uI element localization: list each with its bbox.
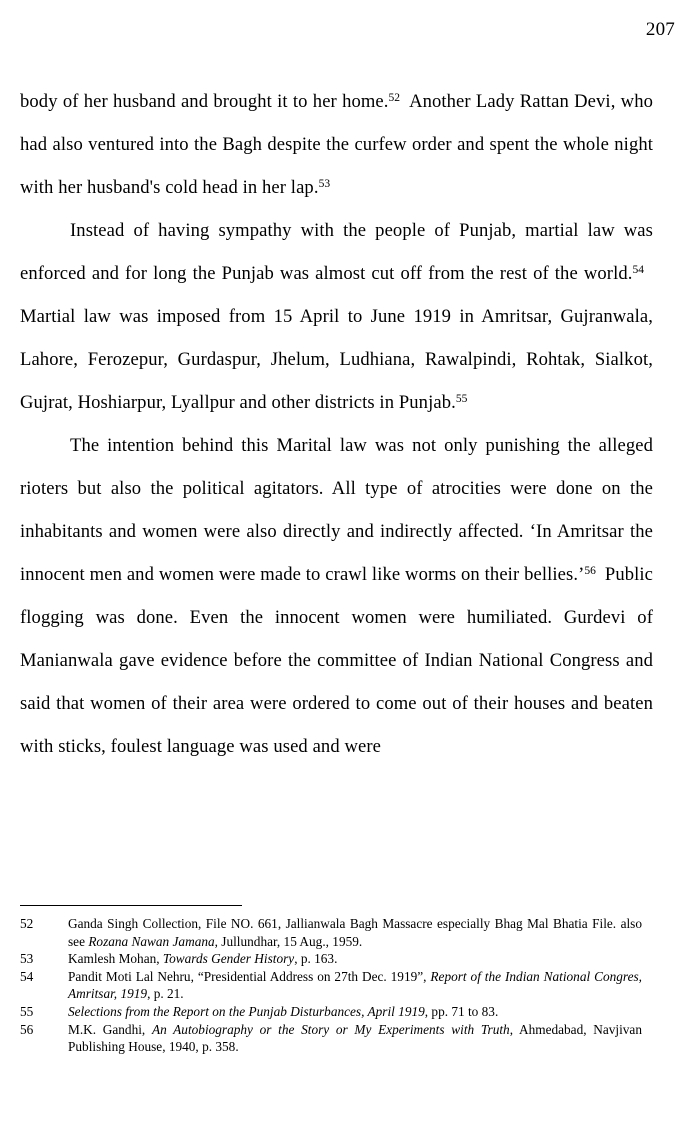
footnote-entry — [20, 1003, 660, 1021]
footnote-text: Selections from the Report on the Punjab Disturbances, April 1919, pp. 71 to 83. — [68, 1003, 499, 1019]
footnote-entry — [20, 1021, 660, 1056]
footnote-number: 56 — [20, 1021, 34, 1037]
footnote-separator-rule — [20, 905, 242, 906]
paragraph: The intention behind this Marital law was not only punishing the alleged rioters but also the political agitators. All type of atrocities were done on the inhabitants and women were also directly and indirectly affected. ‘In Amritsar the innocent men and women were made to crawl like worms on their bellies.’$^{56}$ Public flogging was done. Even the innocent women were humiliated. Gurdevi of Manianwala gave evidence before the committee of Indian National Congress and said that women of their area were ordered to come out of their houses and beaten with sticks, foulest language was used and were — [20, 435, 653, 757]
italic-title: Rozana Nawan Jamana — [88, 933, 215, 949]
paragraph: body of her husband and brought it to her home.$^{52}$ Another Lady Rattan Devi, who had also ventured into the Bagh despite the curfew order and spent the whole night with her husband's cold head in her lap.$^{53}$ — [20, 91, 654, 198]
italic-title: An Autobiography or the Story or My Experiments with Truth — [151, 1021, 510, 1037]
footnote-number: 54 — [20, 968, 34, 984]
footnote-number: 53 — [20, 951, 34, 967]
footnote-marker: 55 — [455, 393, 468, 406]
footnote-marker: 52 — [388, 92, 401, 105]
footnote-entry — [20, 915, 660, 950]
footnote-marker: 54 — [632, 264, 644, 277]
body-text-column — [20, 80, 653, 768]
footnote-text: M.K. Gandhi, An Autobiography or the Story or My Experiments with Truth, Ahmedabad, Navjivan Publishing House, 1940, p. 358. — [68, 1021, 642, 1055]
footnote-list — [20, 915, 660, 1056]
footnote-text: Kamlesh Mohan, Towards Gender History, p. 163. — [68, 951, 338, 967]
italic-title: Towards Gender History — [162, 951, 295, 967]
footnote-text: Pandit Moti Lal Nehru, “Presidential Address on 27th Dec. 1919”, Report of the Indian National Congres, Amritsar, 1919, p. 21. — [68, 968, 642, 1002]
footnote-area — [20, 905, 660, 1056]
paragraph: Instead of having sympathy with the people of Punjab, martial law was enforced and for long the Punjab was almost cut off from the rest of the world.$^{54}$Martial law was imposed from 15 April to June 1919 in Amritsar, Gujranwala, Lahore, Ferozepur, Gurdaspur, Jhelum, Ludhiana, Rawalpindi, Rohtak, Sialkot, Gujrat, Hoshiarpur, Lyallpur and other districts in Punjab.$^{55}$ — [20, 220, 653, 413]
italic-title: Report of the Indian National Congres, Amritsar, 1919 — [68, 968, 642, 1002]
footnote-entry — [20, 950, 660, 968]
footnote-marker: 56 — [584, 565, 596, 578]
footnote-number: 52 — [20, 916, 34, 931]
italic-title: Selections from the Report on the Punjab Disturbances, April 1919 — [68, 1003, 425, 1019]
footnote-number: 55 — [20, 1003, 34, 1019]
footnote-marker: 53 — [318, 178, 331, 191]
footnote-text: Ganda Singh Collection, File NO. 661, Jallianwala Bagh Massacre especially Bhag Mal Bhatia File. also see Rozana Nawan Jamana, Jullundhar, 15 Aug., 1959. — [68, 916, 642, 949]
page-number: 207 — [645, 19, 675, 40]
footnote-entry — [20, 968, 660, 1003]
